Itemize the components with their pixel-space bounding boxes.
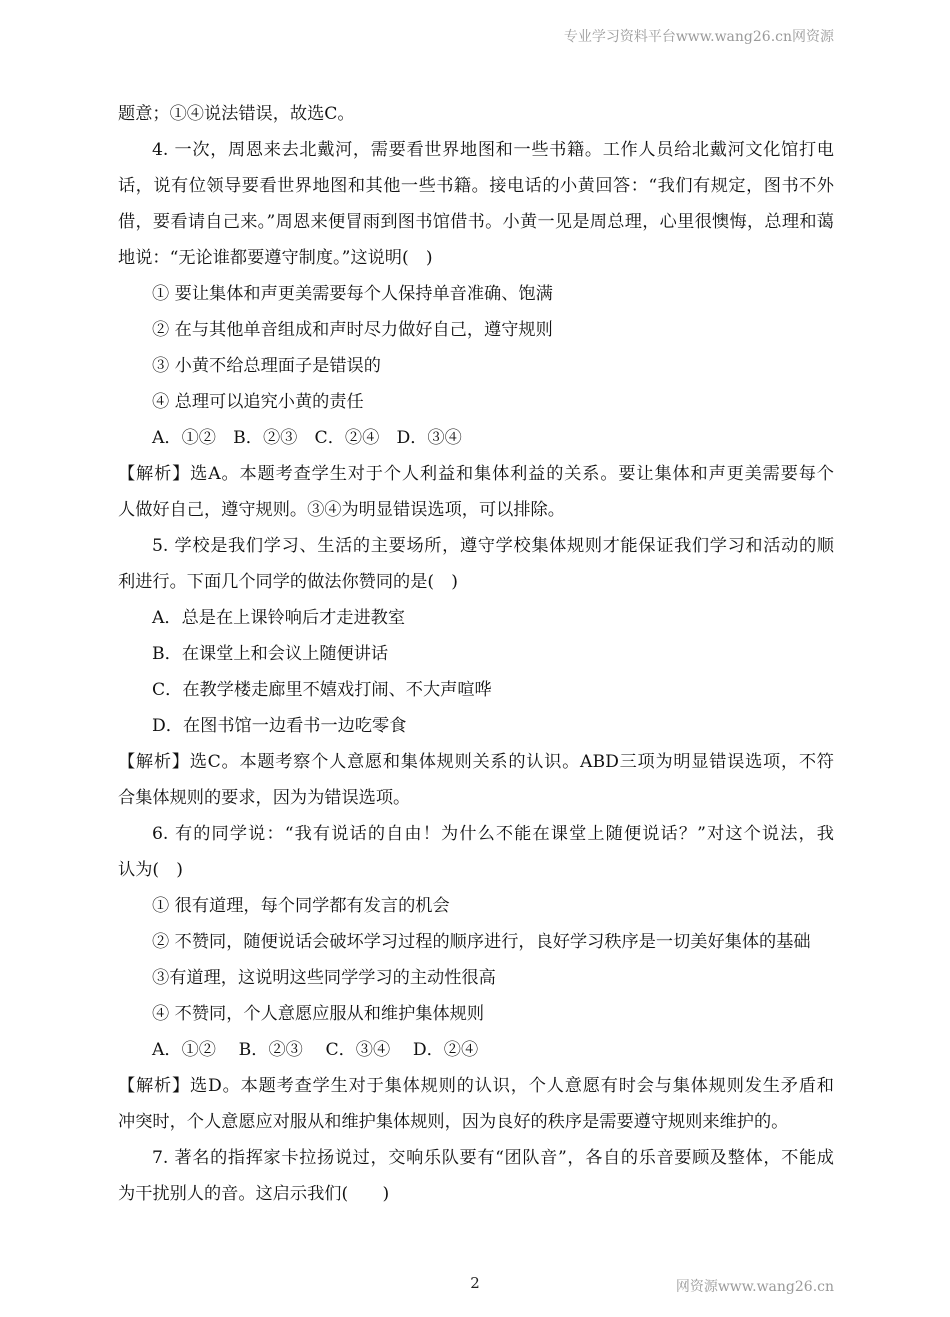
analysis-line: 【解析】选D。本题考查学生对于集体规则的认识，个人意愿有时会与集体规则发生矛盾和: [118, 1076, 834, 1096]
analysis-line: 合集体规则的要求，因为为错误选项。: [118, 788, 411, 808]
option-line: B．在课堂上和会议上随便讲话: [152, 644, 389, 664]
text-line: 借，要看请自己来。”周恩来便冒雨到图书馆借书。小黄一见是周总理，心里很懊悔，总理和蔼: [118, 212, 834, 232]
text-line: 为干扰别人的音。这启示我们( ): [118, 1184, 390, 1204]
answer-choices: A．①② B．②③ C．②④ D．③④: [152, 428, 462, 448]
header-watermark: 专业学习资料平台www.wang26.cn网资源: [563, 29, 834, 45]
option-line: ① 很有道理，每个同学都有发言的机会: [152, 896, 450, 916]
analysis-line: 人做好自己，遵守规则。③④为明显错误选项，可以排除。: [118, 500, 565, 520]
option-line: ④ 不赞同，个人意愿应服从和维护集体规则: [152, 1004, 485, 1024]
question-6-line: 6. 有的同学说：“我有说话的自由！为什么不能在课堂上随便说话？”对这个说法，我: [152, 824, 834, 844]
option-line: ② 在与其他单音组成和声时尽力做好自己，遵守规则: [152, 320, 553, 340]
option-line: ① 要让集体和声更美需要每个人保持单音准确、饱满: [152, 284, 553, 304]
option-line: ③有道理，这说明这些同学学习的主动性很高: [152, 968, 496, 988]
option-line: A．总是在上课铃响后才走进教室: [152, 608, 406, 628]
text-line: 题意；①④说法错误，故选C。: [118, 104, 355, 124]
text-line: 话，说有位领导要看世界地图和其他一些书籍。接电话的小黄回答：“我们有规定，图书不外: [118, 176, 834, 196]
text-line: 利进行。下面几个同学的做法你赞同的是( ): [118, 572, 458, 592]
analysis-line: 【解析】选A。本题考查学生对于个人利益和集体利益的关系。要让集体和声更美需要每个: [118, 464, 834, 484]
option-line: ③ 小黄不给总理面子是错误的: [152, 356, 381, 376]
question-4-line: 4. 一次，周恩来去北戴河，需要看世界地图和一些书籍。工作人员给北戴河文化馆打电: [152, 140, 834, 160]
question-7-line: 7. 著名的指挥家卡拉扬说过，交响乐队要有“团队音”，各自的乐音要顾及整体，不能成: [152, 1148, 834, 1168]
option-line: ② 不赞同，随便说话会破坏学习过程的顺序进行，良好学习秩序是一切美好集体的基础: [152, 932, 811, 952]
answer-choices: A．①② B．②③ C．③④ D．②④: [152, 1040, 479, 1060]
footer-watermark: 网资源www.wang26.cn: [675, 1279, 834, 1295]
text-line: 认为( ): [118, 860, 183, 880]
document-body: [118, 96, 834, 1212]
analysis-line: 【解析】选C。本题考察个人意愿和集体规则关系的认识。ABD三项为明显错误选项，不符: [118, 752, 834, 772]
analysis-line: 冲突时，个人意愿应对服从和维护集体规则，因为良好的秩序是需要遵守规则来维护的。: [118, 1112, 789, 1132]
option-line: ④ 总理可以追究小黄的责任: [152, 392, 364, 412]
question-5-line: 5. 学校是我们学习、生活的主要场所，遵守学校集体规则才能保证我们学习和活动的顺: [152, 536, 834, 556]
option-line: C．在教学楼走廊里不嬉戏打闹、不大声喧哗: [152, 680, 492, 700]
text-line: 地说：“无论谁都要遵守制度。”这说明( ): [118, 248, 433, 268]
page-number: 2: [470, 1274, 480, 1292]
option-line: D．在图书馆一边看书一边吃零食: [152, 716, 407, 736]
